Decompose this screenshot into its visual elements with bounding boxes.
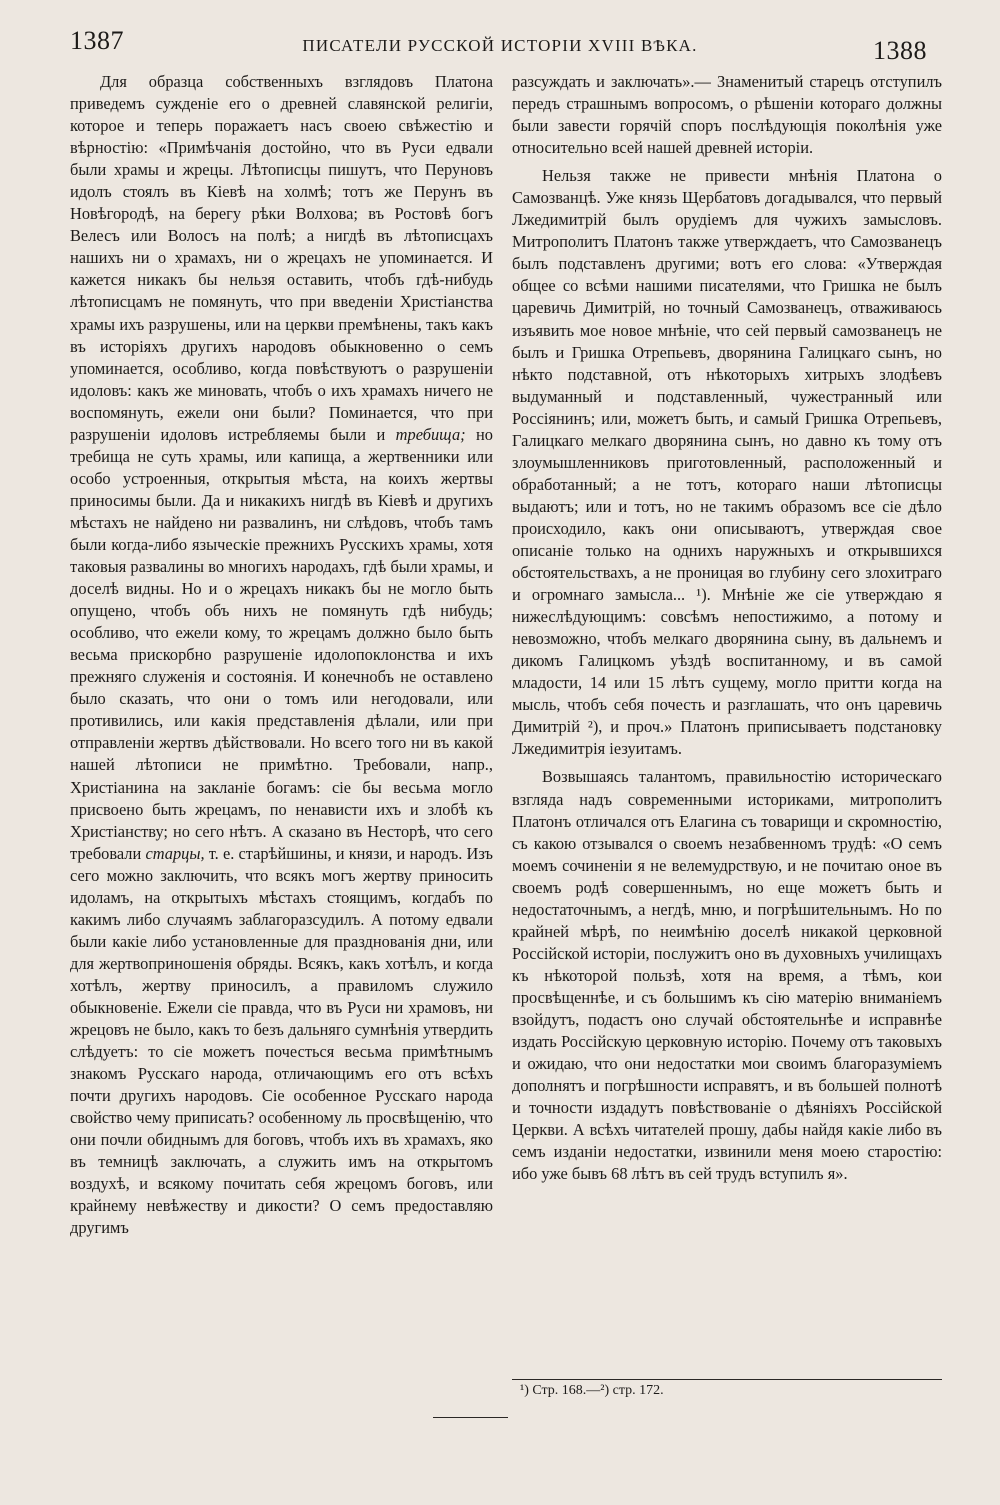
italic-term: требища;	[395, 424, 466, 444]
paragraph: разсуждать и заключать».— Знаменитый старецъ отступилъ передъ страшнымъ вопросомъ, о рѣшеніи котораго должны были завести горячій споръ послѣдующія поколѣнія уже относительно всей нашей древней исторіи.	[512, 72, 942, 158]
page-number-left: 1387	[70, 26, 124, 55]
text-run: но требища не суть храмы, или капища, а жертвенники или особо устроенныя, открытыя мѣста, на коихъ жертвы приносимы были. Да и никакихъ нигдѣ въ Кіевѣ и другихъ мѣстахъ не найдено ни развалинъ, ни слѣдовъ, чтобъ тамъ были когда-либо языческіе прежнихъ Русскихъ храмы, хотя таковыя развалины во многихъ народахъ, гдѣ были храмы, и доселѣ видны. Но и о жрецахъ никакъ бы не могло быть опущено, чтобъ объ нихъ не помянуть гдѣ нибудь; особливо, что ежели кому, то жрецамъ должно было быть весьма прискорбно разрушеніе идолопоклонства и ихъ прежняго служенія и состоянія. И конечнобъ не оставлено было сказать, что они о томъ или негодовали, или противились, или какія представленія дѣлали, или при отправленіи жертвъ дѣйствовали. Но всего того ни въ какой нашей лѣтописи не примѣтно. Требовали, напр., Христіанина на закланіе богамъ: сіе бы весьма могло присвоено быть жрецамъ, по ненависти ихъ и злобѣ къ Христіанству; но сего нѣтъ. А сказано въ Несторѣ, что сего требовали	[70, 424, 493, 863]
left-column	[70, 71, 493, 1239]
paragraph: Возвышаясь талантомъ, правильностію историческаго взгляда надъ современными историками, митрополитъ Платонъ отличался отъ Елагина съ товарищи и скромностію, съ какою отзывался о своемъ незабвенномъ трудѣ: «О семъ моемъ сочиненіи я не велемудрствую, и не почитаю оное въ своемъ родѣ совершеннымъ, но еще можетъ быть и недостаточнымъ, а негдѣ, мню, и погрѣшительнымъ. Но по крайней мѣрѣ, по неимѣнію доселѣ никакой церковной Россійской исторіи, послужитъ оно въ духовныхъ училищахъ къ нѣкоторой пользѣ, хотя на время, а тѣмъ, кои просвѣщеннѣе, и съ большимъ къ сію матерію вниманіемъ взойдутъ, подастъ оно случай обстоятельнѣе и исправнѣе издать Россійскую церковную исторію. Почему отъ таковыхъ и ожидаю, что они недостатки мои своимъ благоразуміемъ дополнятъ и погрѣшности исправятъ, и въ большей полнотѣ и точности издадутъ повѣствованіе о дѣяніяхъ Россійской Церкви. А всѣхъ читателей прошу, дабы найдя какіе либо въ семъ изданіи недостатки, извинили меня моею старостію: ибо уже бывъ 68 лѣтъ въ сей трудъ вступилъ я».	[512, 767, 942, 1184]
paragraph: Нельзя также не привести мнѣнія Платона о Самозванцѣ. Уже князь Щербатовъ догадывался, что первый Лжедимитрій былъ орудіемъ для чужихъ замысловъ. Митрополитъ Платонъ также утверждаетъ, что Самозванецъ былъ подставленъ другими; вотъ его слова: «Утверждая общее со всѣми нашими писателями, что Гришка не былъ царевичь Димитрій, но точный Самозванецъ, отваживаюсь изъявить мое новое мнѣніе, что сей первый самозванецъ не былъ и Гришка Отрепьевъ, дворянина Галицкаго сынъ, но нѣкто подставной, отъ нѣкоторыхъ хитрыхъ злодѣевъ выдуманный и подставленный, чужестранный или Россіянинъ; или, можетъ быть, и самый Гришка Отрепьевъ, Галицкаго мелкаго дворянина сынъ, но давно къ тому отъ злоумышленниковъ приготовленный, расположенный и обработанный; а не тотъ, котораго наши лѣтописцы выдаютъ; или и тотъ, но не такимъ образомъ все сіе дѣло происходило, какъ они описываютъ, утверждая свое описаніе только на однихъ наружныхъ и открывшихся обстоятельствахъ, а не проницая во глубину сего злохитраго и огромнаго замысла... ¹). Мнѣніе же сіе утверждаю я нижеслѣдующимъ: совсѣмъ непостижимо, а потому и невозможно, чтобъ мелкаго дворянина сыну, въ дальнемъ и дикомъ Галицкомъ уѣздѣ воспитанному, и въ самой младости, 14 или 15 лѣтъ сущему, могло притти когда на мысль, чтобъ себя почесть и разглашать, что онъ царевичь Димитрій ²), и проч.» Платонъ приписываетъ подстановку Лжедимитрія іезуитамъ.	[512, 166, 942, 759]
italic-term: старцы,	[145, 843, 205, 863]
paragraph	[70, 71, 493, 1239]
page-number-right: 1388	[873, 36, 927, 65]
bottom-rule	[433, 1417, 508, 1418]
running-title: ПИСАТЕЛИ РУССКОЙ ИСТОРІИ XVIII ВѢКА.	[302, 36, 698, 55]
footnote-rule	[512, 1379, 942, 1380]
right-column	[512, 71, 942, 1185]
text-run: т. е. старѣйшины, и князи, и народъ. Изъ сего можно заключить, что всякъ могъ жертву приносить идоламъ, на открытыхъ мѣстахъ стоящимъ, когдабъ по какимъ либо случаямъ заблагоразсудилъ. А потому едвали были какіе либо установленные для празднованія дни, или для жертвоприношенія обряды. Всякъ, какъ хотѣлъ, и когда хотѣлъ, жертву приносилъ, а правиломъ служило обыкновеніе. Ежели сіе правда, что въ Руси ни храмовъ, ни жрецовъ не было, какъ то безъ дальняго сумнѣнія утвердить слѣдуетъ: то сіе можетъ почесться весьма примѣтнымъ знакомъ Русскаго народа, отличающимъ его отъ всѣхъ почти другихъ народовъ. Сіе особенное Русскаго народа свойство чему приписать? особенному ль просвѣщенію, что они почли обиднымъ для боговъ, чтобъ ихъ въ храмахъ, яко въ темницѣ заключать, а служить имъ на открытомъ воздухѣ, и всякому почитать себя жрецомъ боговъ, или крайнему невѣжеству и дикости? О семъ предоставляю другимъ	[70, 843, 494, 1238]
text-run: Для образца собственныхъ взглядовъ Платона приведемъ сужденіе его о древней славянской религіи, которое и теперь поражаетъ насъ своею свѣжестію и вѣрностію: «Примѣчанія достойно, что въ Руси едвали были храмы и жрецы. Лѣтописцы пишутъ, что Перуновъ идолъ стоялъ въ Кіевѣ на холмѣ; тотъ же Перунъ въ Новѣгородѣ, на берегу рѣки Волхова; въ Ростовѣ богъ Велесъ или Волосъ на полѣ; а нигдѣ въ лѣтописцахъ нашихъ ни о храмахъ, ни о жрецахъ не упоминается. И кажется никакъ бы нельзя оставить, чтобъ гдѣ-нибудь лѣтописцамъ не помянуть, что при введеніи Христіанства храмы ихъ разрушены, или на церкви премѣнены, такъ какъ въ исторіяхъ другихъ народовъ обыкновенно о семъ упоминается, особливо, когда повѣствуютъ о разрушеніи идоловъ: какъ же миновать, чтобъ о ихъ храмахъ ничего не воспомянуть, ежели они были? Поминается, что при разрушеніи идоловъ истребляемы были и	[70, 72, 493, 444]
footnote: ¹) Стр. 168.—²) стр. 172.	[520, 1383, 664, 1398]
